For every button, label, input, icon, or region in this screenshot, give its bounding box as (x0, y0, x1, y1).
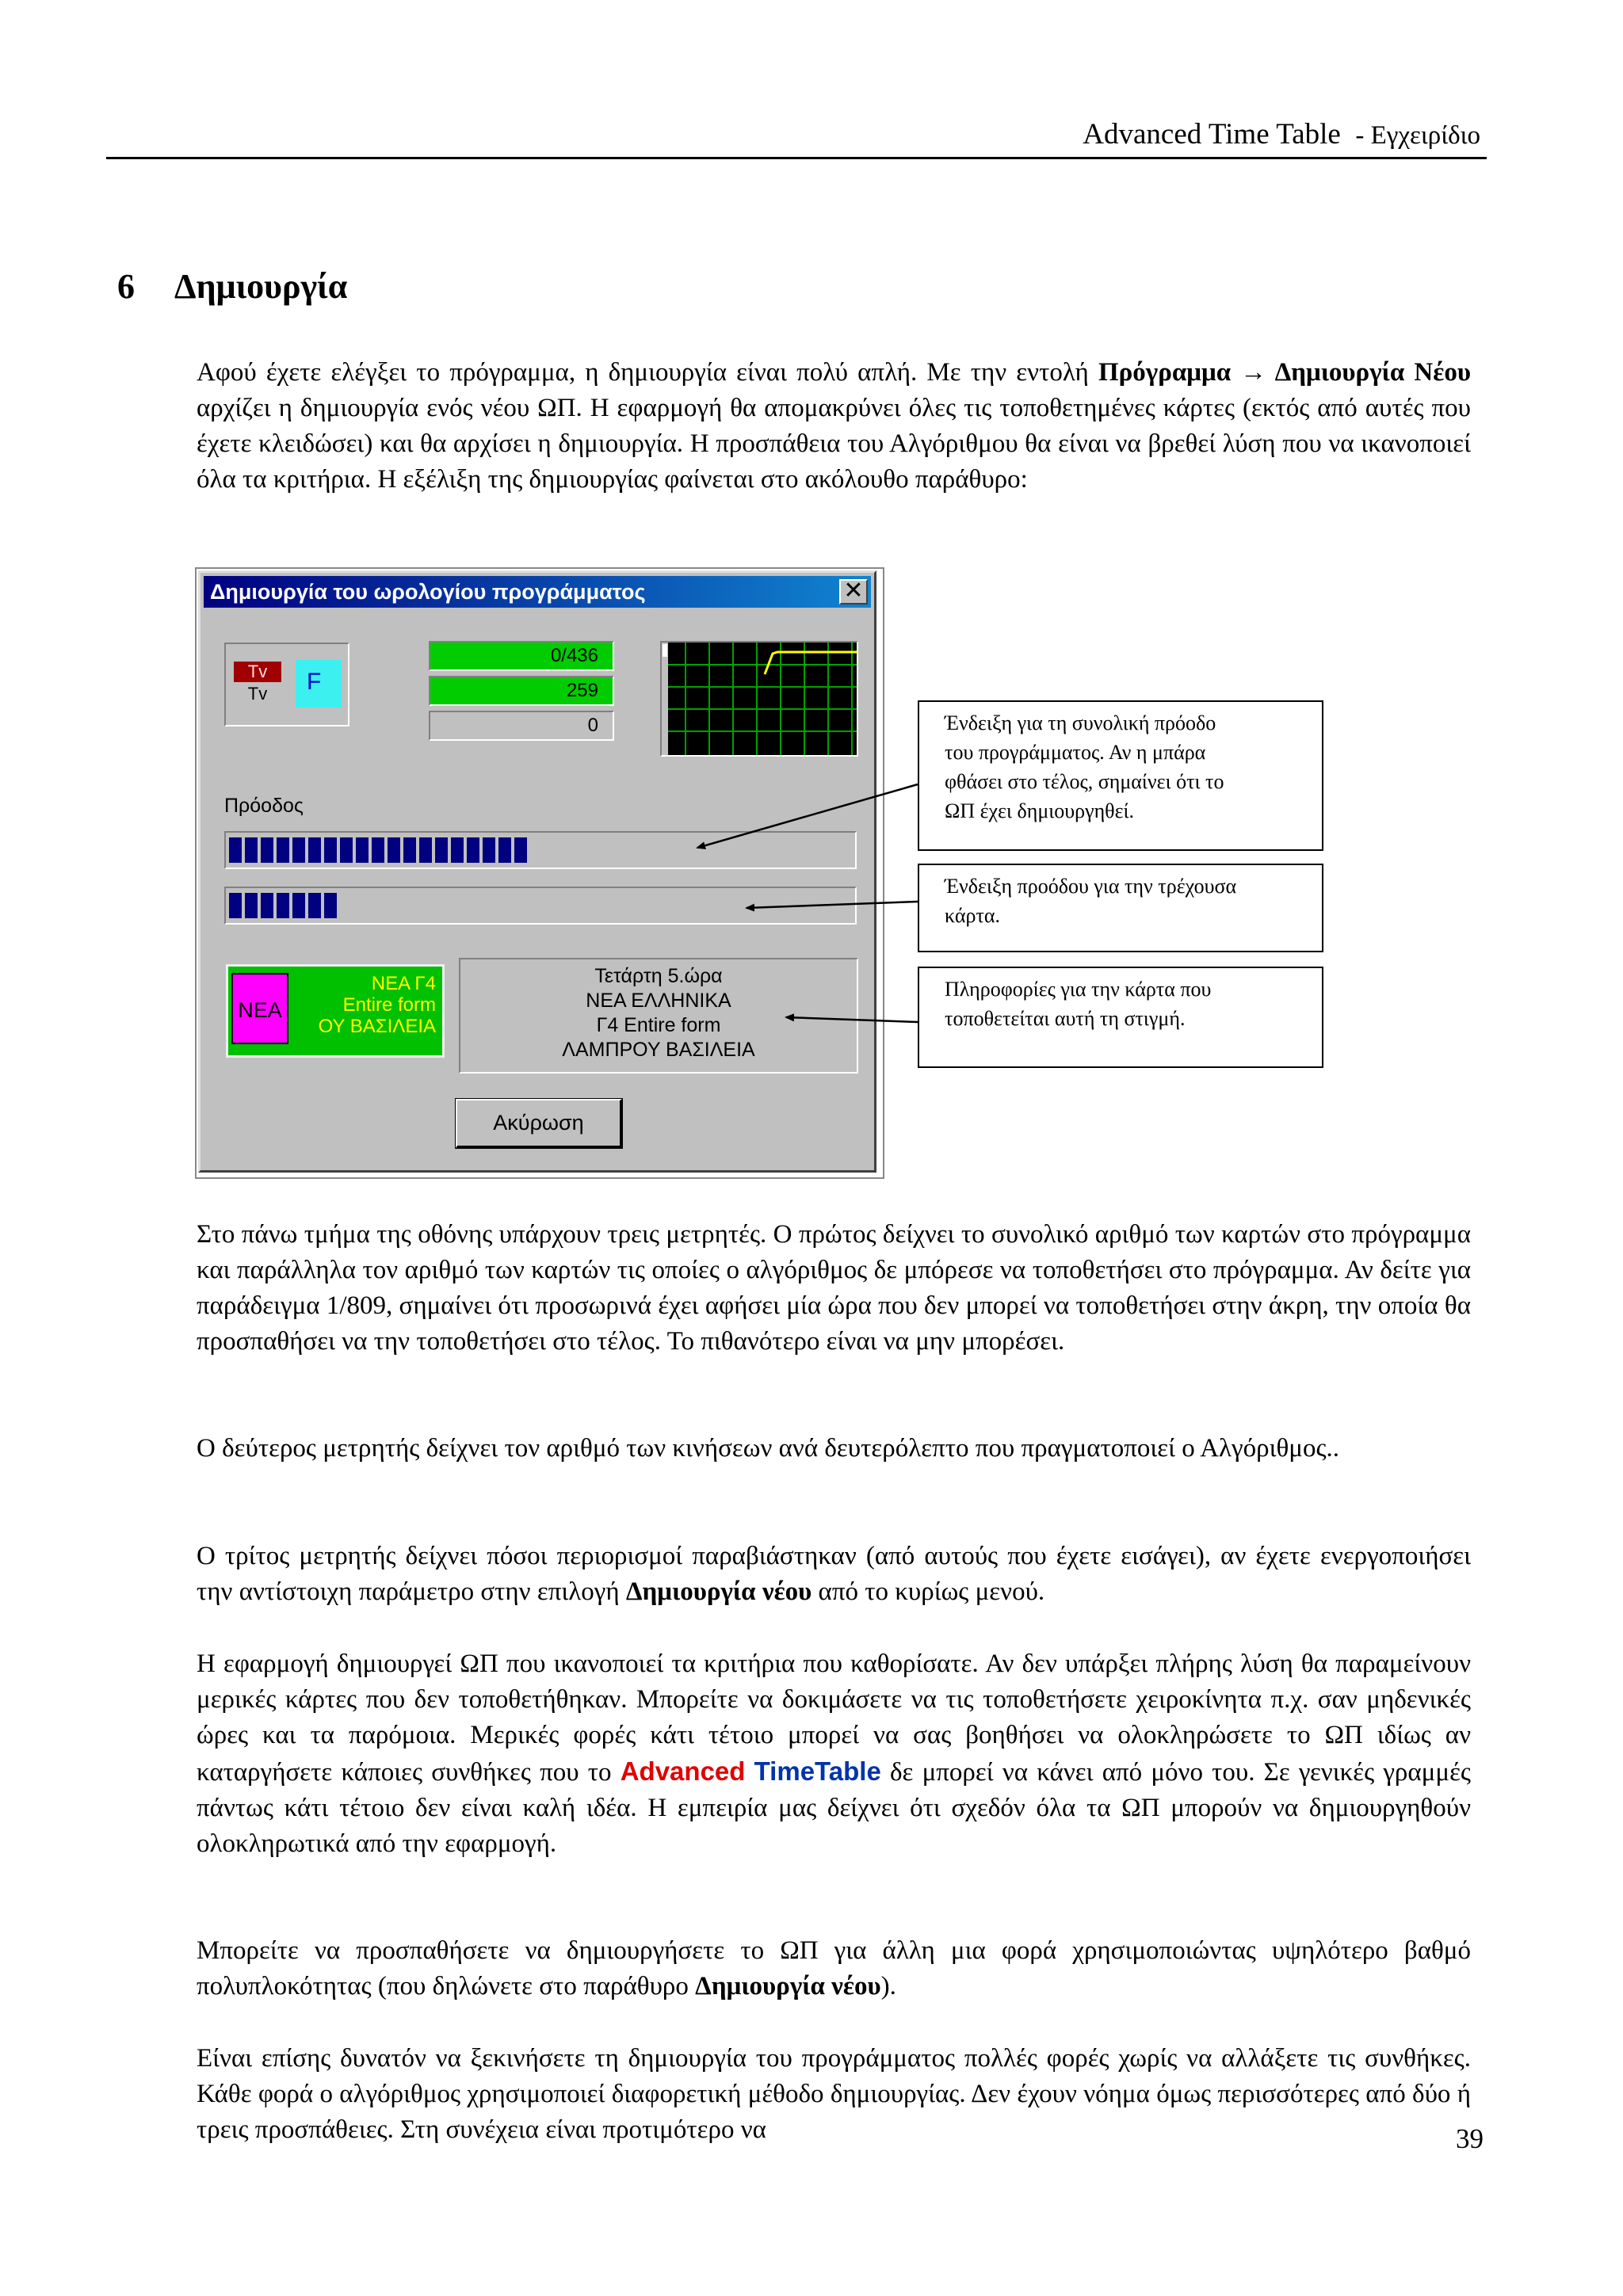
header-title (1083, 117, 1480, 151)
intro-text-b: αρχίζει η δημιουργία ενός νέου ΩΠ. Η εφαρμογή θα απομακρύνει όλες τις τοποθετημένες κάρτες (εκτός από αυτές που έχετε κλειδώσει) και θα αρχίσει η δημιουργία. Η προσπάθεια του Αλγόριθμου θα είναι να βρεθεί λύση που να ικανοποιεί όλα τα κριτήρια. Η εξέλιξη της δημιουργίας φαίνεται στο ακόλουθο παράθυρο: (197, 394, 1471, 494)
brand-advanced: Advanced (620, 1756, 746, 1786)
status-indicator-box (224, 643, 349, 727)
card-progress-bar (224, 887, 857, 925)
card-info-text (460, 964, 857, 1062)
card-progress-fill (229, 891, 854, 920)
callout-line: Ένδειξη προόδου για την τρέχουσα (945, 875, 1237, 898)
cancel-button[interactable]: Ακύρωση (456, 1099, 622, 1148)
tv-active-indicator: Tv (234, 662, 281, 682)
callout-total-progress (918, 700, 1323, 851)
total-progress-fill (229, 836, 854, 864)
progress-block (245, 837, 258, 863)
progress-block (372, 837, 384, 863)
progress-block (340, 837, 353, 863)
progress-block (261, 893, 273, 918)
p4-space (745, 1758, 754, 1787)
intro-command-program: Πρόγραμμα (1098, 358, 1232, 387)
p4-text-b: δε μπορεί να κάνει από μόνο του. Σε γενικές γραμμές πάντως κάτι τέτοιο δεν είναι καλή ιδέα. Η εμπειρία μας δείχνει ότι σχεδόν όλα τα ΩΠ μπορούν να δημιουργηθούν ολοκληρωτικά από την εφαρμογή. (197, 1758, 1471, 1858)
paragraph-multiple-runs: Είναι επίσης δυνατόν να ξεκινήσετε τη δημιουργία του προγράμματος πολλές φορές χωρίς να αλλάξετε τις συνθήκες. Κάθε φορά ο αλγόριθμος χρησιμοποιεί διαφορετική μέθοδο δημιουργίας. Δεν έχουν νόημα όμως περισσότερες από δύο ή τρεις προσπάθειες. Στη συνέχεια είναι προτιμότερο να (197, 2044, 1471, 2144)
p5-bold: Δημιουργία νέου (695, 1972, 881, 2000)
page-header (106, 116, 1487, 159)
generation-dialog (198, 570, 876, 1173)
callout-card-info (918, 967, 1323, 1068)
progress-block (451, 837, 464, 863)
progress-block (403, 837, 416, 863)
callout-line: Ένδειξη για τη συνολική πρόοδο (945, 711, 1216, 734)
progress-block (514, 837, 527, 863)
card-code: ΝΕΑ (231, 973, 288, 1044)
p3-text-b: από το κυρίως μενού. (812, 1577, 1045, 1606)
info-line: ΛΑΜΠΡΟΥ ΒΑΣΙΛΕΙΑ (562, 1039, 755, 1061)
p3-bold: Δημιουργία νέου (625, 1577, 812, 1606)
paragraph-third-counter (197, 1539, 1471, 1610)
section-heading (117, 266, 347, 307)
card-info-box (459, 958, 858, 1074)
p5-text-b: ). (880, 1972, 896, 2000)
paragraph-solution (197, 1646, 1471, 1862)
info-line: Γ4 Entire form (596, 1014, 721, 1036)
progress-block (435, 837, 448, 863)
callout-card-progress (918, 864, 1323, 952)
section-number: 6 (117, 267, 135, 306)
progress-block (308, 893, 321, 918)
progress-block (356, 837, 369, 863)
progress-label: Πρόοδος (224, 795, 304, 817)
paragraph-counters: Στο πάνω τμήμα της οθόνης υπάρχουν τρεις μετρητές. Ο πρώτος δείχνει το συνολικό αριθμό των καρτών στο πρόγραμμα και παράλληλα τον αριθμό των καρτών τις οποίες ο αλγόριθμος δε μπόρεσε να τοποθετήσει στο πρόγραμμα. Αν δείτε για παράδειγμα 1/809, σημαίνει ότι προσωρινά έχει αφήσει μία ώρα που δεν μπορεί να τοποθετήσει στην άκρη, την οποία θα προσπαθήσει να την τοποθετήσει στο τέλος. Το πιθανότερο είναι να μην μπορέσει. (197, 1220, 1471, 1356)
p3-text-a: Ο τρίτος μετρητής δείχνει πόσοι περιορισμοί παραβιάστηκαν (από αυτούς που έχετε εισάγει), αν έχετε ενεργοποιήσει την αντίστοιχη παράμετρο στην επιλογή (197, 1542, 1471, 1606)
p5-text-a: Μπορείτε να προσπαθήσετε να δημιουργήσετε το ΩΠ για άλλη μια φορά χρησιμοποιώντας υψηλότερο βαθμό πολυπλοκότητας (που δηλώνετε στο παράθυρο (197, 1936, 1471, 2000)
progress-block (324, 893, 337, 918)
progress-block (483, 837, 495, 863)
progress-block (292, 837, 305, 863)
card-line: ΟΥ ΒΑΣΙΛΕΙΑ (318, 1016, 436, 1037)
brand-timetable: TimeTable (754, 1756, 881, 1786)
progress-block (324, 837, 337, 863)
callout-line: φθάσει στο τέλος, σημαίνει ότι το (945, 770, 1224, 793)
flag-indicator: F (296, 660, 342, 707)
progress-block (229, 893, 242, 918)
total-cards-counter: 0/436 (429, 641, 614, 671)
callout-line: κάρτα. (945, 904, 1001, 927)
close-icon: ✕ (843, 578, 864, 604)
progress-block (245, 893, 258, 918)
progress-block (277, 893, 289, 918)
paragraph-retry (197, 1933, 1471, 2004)
header-product-name: Advanced Time Table (1083, 118, 1341, 151)
intro-paragraph (197, 355, 1471, 498)
progress-graph (660, 641, 858, 757)
moves-per-second-counter: 259 (429, 676, 614, 706)
progress-graph-plot (662, 643, 857, 755)
intro-command-create-new: Δημιουργία Νέου (1274, 358, 1471, 387)
progress-block (277, 837, 289, 863)
tv-inactive-indicator: Tv (247, 684, 268, 704)
progress-block (467, 837, 479, 863)
progress-block (292, 893, 305, 918)
p4-text-a: Η εφαρμογή δημιουργεί ΩΠ που ικανοποιεί τα κριτήρια που καθορίσατε. Αν δεν υπάρξει πλήρης λύση θα παραμείνουν μερικές κάρτες που δεν τοποθετήθηκαν. Μπορείτε να δοκιμάσετε να τις τοποθετήσετε χειροκίνητα π.χ. σαν μηδενικές ώρες και τα παρόμοια. Μερικές φορές κάτι τέτοιο μπορεί να σας βοηθήσει να ολοκληρώσετε το ΩΠ ιδίως αν καταργήσετε κάποιες συνθήκες που το (197, 1650, 1471, 1787)
callout-line: ΩΠ έχει δημιουργηθεί. (945, 799, 1135, 822)
current-card-box (226, 964, 445, 1058)
card-line: ΝΕΑ Γ4 (371, 973, 436, 994)
close-button[interactable] (839, 579, 868, 605)
progress-block (229, 837, 242, 863)
progress-block (261, 837, 273, 863)
violations-counter: 0 (429, 711, 614, 741)
progress-block (388, 837, 400, 863)
callout-line: τοποθετείται αυτή τη στιγμή. (945, 1007, 1186, 1030)
total-progress-bar (224, 831, 857, 869)
callout-line: του προγράμματος. Αν η μπάρα (945, 741, 1206, 764)
intro-arrow: → (1231, 358, 1275, 387)
dialog-title: Δημιουργία του ωρολογίου προγράμματος (210, 580, 646, 604)
progress-block (308, 837, 321, 863)
progress-block (419, 837, 432, 863)
dialog-titlebar[interactable] (204, 576, 871, 608)
header-subtitle: - Εγχειρίδιο (1355, 121, 1480, 150)
card-details (292, 973, 436, 1037)
paragraph-second-counter: Ο δεύτερος μετρητής δείχνει τον αριθμό των κινήσεων ανά δευτερόλεπτο που πραγματοποιεί ο Αλγόριθμος.. (197, 1434, 1340, 1463)
page-number: 39 (1456, 2123, 1484, 2154)
callout-line: Πληροφορίες για την κάρτα που (945, 978, 1212, 1001)
card-line: Entire form (342, 994, 436, 1016)
info-line: Τετάρτη 5.ώρα (594, 965, 723, 987)
section-title: Δημιουργία (174, 267, 348, 306)
info-line: ΝΕΑ ΕΛΛΗΝΙΚΑ (586, 990, 731, 1012)
progress-block (498, 837, 511, 863)
intro-text-a: Αφού έχετε ελέγξει το πρόγραμμα, η δημιουργία είναι πολύ απλή. Με την εντολή (197, 358, 1098, 387)
